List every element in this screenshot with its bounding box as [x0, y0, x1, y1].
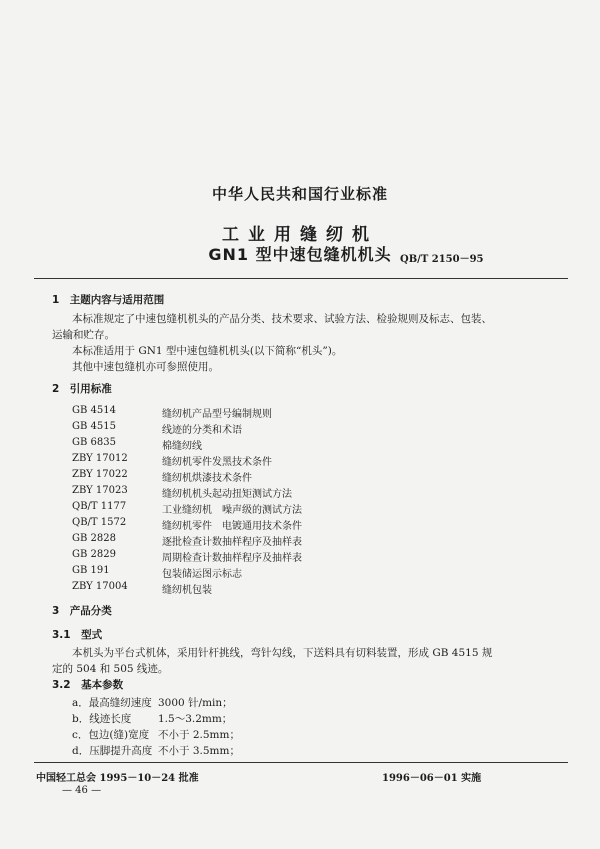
- section3-1-line1: 本机头为平台式机体，采用针杆挑线，弯针勾线，下送料具有切料装置，形成 GB 4515 规: [72, 647, 493, 659]
- ref-code: GB 2828: [72, 533, 116, 544]
- section1-heading: 1 主题内容与适用范围: [52, 294, 165, 306]
- section1-para2: 本标准适用于 GN1 型中速包缝机机头(以下简称“机头”)。: [72, 345, 343, 357]
- ref-title: 棉缝纫线: [162, 441, 202, 452]
- ref-title: 周期检查计数抽样程序及抽样表: [162, 553, 302, 564]
- ref-title: 缝纫机烘漆技术条件: [162, 473, 252, 484]
- param-label: d．压脚提升高度: [72, 745, 153, 757]
- section2-heading: 2 引用标准: [52, 383, 112, 395]
- standard-number: QB/T 2150－95: [400, 254, 484, 265]
- param-label: c．包边(缝)宽度: [72, 729, 150, 741]
- ref-title: 缝纫机机头起动扭矩测试方法: [162, 489, 292, 500]
- header-divider: [34, 278, 568, 279]
- ref-code: ZBY 17023: [72, 485, 128, 496]
- section3-1-heading: 3.1 型式: [52, 629, 103, 641]
- section1-para3: 其他中速包缝机亦可参照使用。: [72, 361, 219, 373]
- ref-title: 线迹的分类和术语: [162, 425, 242, 436]
- ref-code: GB 4514: [72, 405, 116, 416]
- implementation-info: 1996－06－01 实施: [382, 773, 482, 784]
- page-number: — 46 —: [62, 785, 102, 796]
- section3-2-heading: 3.2 基本参数: [52, 679, 124, 691]
- param-value: 3000 针/min；: [158, 697, 233, 709]
- org-title: 中华人民共和国行业标准: [211, 185, 388, 203]
- param-value: 不小于 3.5mm；: [158, 745, 240, 757]
- section1-para1-line2: 运输和贮存。: [52, 329, 115, 341]
- standard-title-line2: GN1 型中速包缝机机头: [208, 245, 392, 264]
- ref-title: 工业缝纫机 噪声级的测试方法: [162, 505, 302, 516]
- ref-code: QB/T 1177: [72, 501, 127, 512]
- ref-title: 缝纫机包装: [162, 585, 212, 596]
- ref-code: ZBY 17022: [72, 469, 128, 480]
- param-value: 不小于 2.5mm；: [158, 729, 240, 741]
- param-label: b．线迹长度: [72, 713, 132, 725]
- footer-divider: [34, 762, 568, 763]
- param-label: a．最高缝纫速度: [72, 697, 152, 709]
- ref-code: GB 6835: [72, 437, 116, 448]
- approval-info: 中国轻工总会 1995－10－24 批准: [36, 773, 199, 784]
- ref-title: 缝纫机产品型号编制规则: [162, 409, 272, 420]
- section3-1-line2: 定的 504 和 505 线迹。: [52, 663, 169, 675]
- ref-code: QB/T 1572: [72, 517, 127, 528]
- ref-title: 包装储运图示标志: [162, 569, 242, 580]
- section3-heading: 3 产品分类: [52, 605, 112, 617]
- param-value: 1.5～3.2mm；: [158, 713, 233, 725]
- ref-title: 逐批检查计数抽样程序及抽样表: [162, 537, 302, 548]
- ref-code: ZBY 17004: [72, 581, 128, 592]
- ref-code: GB 191: [72, 565, 110, 576]
- standard-title-line1: 工业用缝纫机: [222, 225, 378, 245]
- ref-title: 缝纫机零件 电镀通用技术条件: [162, 521, 302, 532]
- section1-para1-line1: 本标准规定了中速包缝机机头的产品分类、技术要求、试验方法、检验规则及标志、包装、: [72, 313, 492, 325]
- ref-title: 缝纫机零件发黑技术条件: [162, 457, 272, 468]
- ref-code: GB 2829: [72, 549, 116, 560]
- ref-code: GB 4515: [72, 421, 116, 432]
- ref-code: ZBY 17012: [72, 453, 128, 464]
